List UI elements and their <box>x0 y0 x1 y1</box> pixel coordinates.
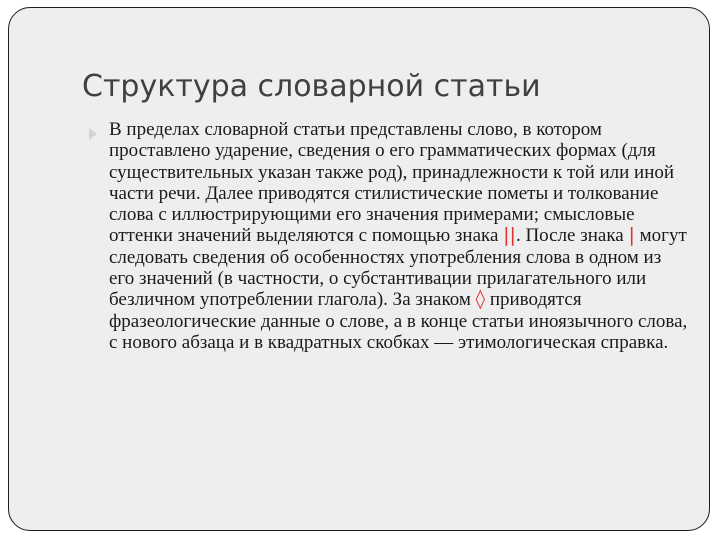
slide-title: Структура словарной статьи <box>82 69 541 104</box>
bullet-text-part-4: приводятся фразеологические данные о слове, а в конце статьи иноязычного слова, с нового абзаца и в квадратных скобках — этимологическая справка. <box>109 289 688 353</box>
diamond-mark: ◊ <box>475 288 486 311</box>
bullet-item <box>89 119 689 353</box>
single-bar-mark: | <box>628 224 635 247</box>
bullet-text-part-2: . После знака <box>515 225 629 247</box>
bullet-text-part-1: В пределах словарной статьи представлены слово, в котором проставлено ударение, сведения о его грамматических формах (для существительных указан также род), принадлежности к той или иной части речи. Далее приводятся стилистические пометы и толкование слова с иллюстрирующими его значения примерами; смысловые оттенки значений выделяются с помощью знака <box>109 119 675 247</box>
bullet-text <box>109 119 689 353</box>
bullet-text-part-3: могут следовать сведения об особенностях употребления слова в одном из его значений (в частности, о субстантивации прилагательного или безличном употреблении глагола). За знаком <box>109 225 687 311</box>
double-bar-mark: || <box>503 224 516 247</box>
bullet-marker-icon <box>89 128 97 140</box>
slide-frame <box>8 7 710 531</box>
